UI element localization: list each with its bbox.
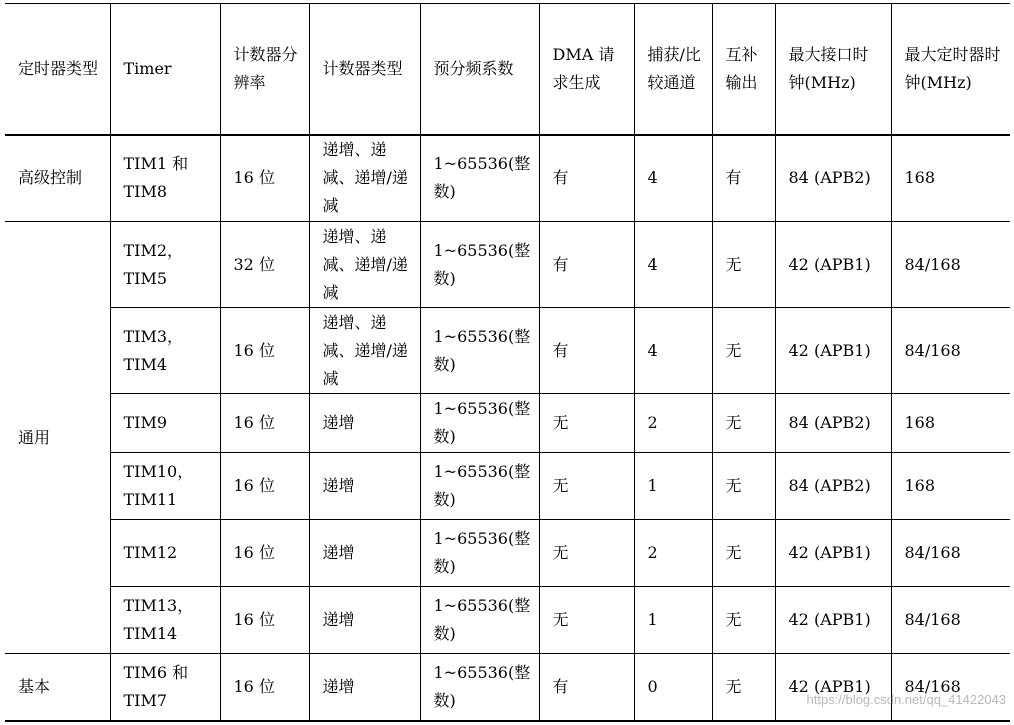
cell-timer-type: 通用 [5,222,110,654]
cell-capture-compare-channels: 1 [634,587,712,654]
cell-counter-type: 递增 [309,654,420,721]
cell-capture-compare-channels: 4 [634,308,712,394]
header-dma-request: DMA 请求生成 [539,4,634,135]
cell-counter-resolution: 16 位 [220,654,309,721]
table-row [5,520,1010,587]
cell-complementary-output: 无 [712,394,775,453]
cell-counter-resolution: 16 位 [220,453,309,520]
cell-max-interface-clock: 42 (APB1) [775,520,891,587]
header-counter-resolution: 计数器分辨率 [220,4,309,135]
cell-counter-type: 递增 [309,520,420,587]
cell-complementary-output: 无 [712,654,775,721]
cell-max-timer-clock: 84/168 [891,308,1010,394]
cell-dma-request: 有 [539,222,634,308]
cell-counter-type: 递增、递减、递增/递减 [309,135,420,222]
cell-max-timer-clock: 168 [891,394,1010,453]
cell-max-interface-clock: 42 (APB1) [775,587,891,654]
cell-max-timer-clock: 84/168 [891,222,1010,308]
cell-prescaler: 1~65536(整数) [420,222,539,308]
cell-timer: TIM1 和 TIM8 [110,135,220,222]
cell-complementary-output: 无 [712,308,775,394]
cell-complementary-output: 无 [712,520,775,587]
cell-timer: TIM3，TIM4 [110,308,220,394]
table-row [5,654,1010,721]
cell-capture-compare-channels: 2 [634,520,712,587]
header-capture-compare-channels: 捕获/比较通道 [634,4,712,135]
cell-timer-type: 基本 [5,654,110,721]
cell-max-timer-clock: 84/168 [891,654,1010,721]
cell-max-timer-clock: 84/168 [891,520,1010,587]
cell-complementary-output: 无 [712,587,775,654]
table-row [5,453,1010,520]
cell-counter-resolution: 16 位 [220,135,309,222]
header-counter-type: 计数器类型 [309,4,420,135]
cell-counter-type: 递增、递减、递增/递减 [309,308,420,394]
cell-dma-request: 无 [539,587,634,654]
cell-dma-request: 有 [539,654,634,721]
cell-counter-type: 递增 [309,453,420,520]
cell-complementary-output: 无 [712,453,775,520]
cell-counter-resolution: 16 位 [220,308,309,394]
header-timer-type: 定时器类型 [5,4,110,135]
header-prescaler: 预分频系数 [420,4,539,135]
cell-capture-compare-channels: 1 [634,453,712,520]
cell-counter-type: 递增、递减、递增/递减 [309,222,420,308]
cell-counter-type: 递增 [309,587,420,654]
cell-dma-request: 有 [539,308,634,394]
cell-capture-compare-channels: 4 [634,222,712,308]
cell-prescaler: 1~65536(整数) [420,308,539,394]
cell-counter-resolution: 16 位 [220,520,309,587]
cell-dma-request: 无 [539,394,634,453]
cell-prescaler: 1~65536(整数) [420,520,539,587]
timer-comparison-table [5,3,1010,722]
header-max-interface-clock: 最大接口时钟(MHz) [775,4,891,135]
cell-capture-compare-channels: 0 [634,654,712,721]
cell-counter-resolution: 16 位 [220,394,309,453]
cell-prescaler: 1~65536(整数) [420,654,539,721]
cell-timer: TIM6 和 TIM7 [110,654,220,721]
cell-max-timer-clock: 168 [891,453,1010,520]
cell-counter-type: 递增 [309,394,420,453]
cell-counter-resolution: 16 位 [220,587,309,654]
cell-timer: TIM9 [110,394,220,453]
cell-max-interface-clock: 84 (APB2) [775,135,891,222]
cell-timer: TIM12 [110,520,220,587]
cell-max-interface-clock: 42 (APB1) [775,654,891,721]
cell-counter-resolution: 32 位 [220,222,309,308]
header-max-timer-clock: 最大定时器时钟(MHz) [891,4,1010,135]
cell-complementary-output: 无 [712,222,775,308]
cell-dma-request: 无 [539,520,634,587]
table-row [5,394,1010,453]
table-row [5,587,1010,654]
cell-prescaler: 1~65536(整数) [420,394,539,453]
table-row [5,135,1010,222]
cell-max-interface-clock: 42 (APB1) [775,222,891,308]
cell-max-interface-clock: 84 (APB2) [775,394,891,453]
table-row [5,308,1010,394]
cell-max-timer-clock: 84/168 [891,587,1010,654]
cell-complementary-output: 有 [712,135,775,222]
watermark: https://blog.csdn.net/qq_41422043 [806,692,1006,707]
header-row [5,4,1010,135]
table-body [5,135,1010,721]
header-complementary-output: 互补输出 [712,4,775,135]
cell-max-interface-clock: 84 (APB2) [775,453,891,520]
cell-max-interface-clock: 42 (APB1) [775,308,891,394]
table-row [5,222,1010,308]
cell-capture-compare-channels: 2 [634,394,712,453]
cell-capture-compare-channels: 4 [634,135,712,222]
cell-prescaler: 1~65536(整数) [420,453,539,520]
cell-timer: TIM10，TIM11 [110,453,220,520]
cell-max-timer-clock: 168 [891,135,1010,222]
cell-dma-request: 有 [539,135,634,222]
header-timer: Timer [110,4,220,135]
cell-prescaler: 1~65536(整数) [420,135,539,222]
cell-timer: TIM2，TIM5 [110,222,220,308]
cell-timer-type: 高级控制 [5,135,110,222]
cell-timer: TIM13，TIM14 [110,587,220,654]
cell-dma-request: 无 [539,453,634,520]
cell-prescaler: 1~65536(整数) [420,587,539,654]
